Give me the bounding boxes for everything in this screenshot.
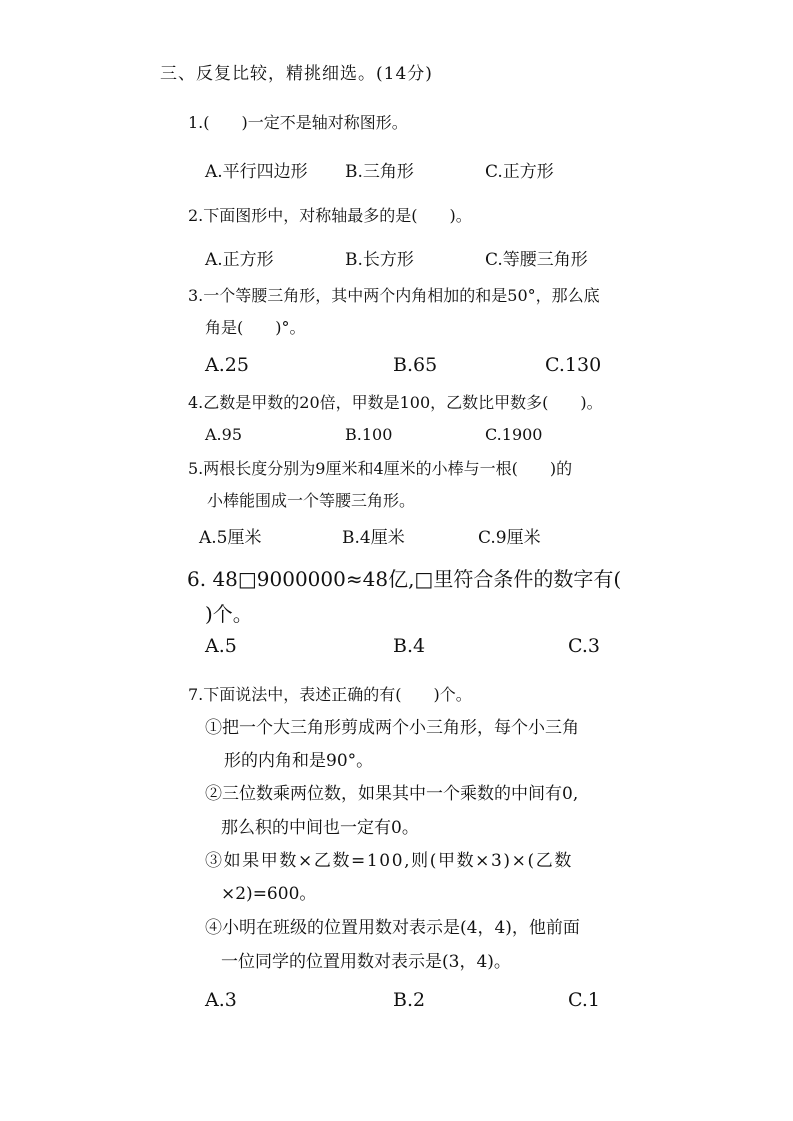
question-4-text: 4.乙数是甲数的20倍，甲数是100，乙数比甲数多( )。 [188, 393, 603, 412]
question-1-text: 1.( )一定不是轴对称图形。 [188, 113, 408, 132]
question-3-text-line2: 角是( )°。 [205, 318, 306, 337]
question-5-option-a[interactable]: A.5厘米 [199, 528, 262, 548]
question-6-option-a[interactable]: A.5 [205, 635, 237, 657]
question-5-option-c[interactable]: C.9厘米 [478, 528, 541, 548]
question-7-text: 7.下面说法中，表述正确的有( )个。 [188, 685, 472, 704]
statement-1-line2: 形的内角和是90°。 [224, 751, 374, 771]
question-6-option-b[interactable]: B.4 [393, 635, 426, 657]
statement-4-line1: ④小明在班级的位置用数对表示是(4，4)，他前面 [205, 918, 580, 938]
question-4-option-a[interactable]: A.95 [205, 425, 242, 444]
question-1-option-a[interactable]: A.平行四边形 [205, 162, 308, 182]
question-3-option-a[interactable]: A.25 [205, 354, 249, 376]
section-title: 三、反复比较，精挑细选。(14分) [160, 64, 433, 84]
question-6-option-c[interactable]: C.3 [568, 635, 600, 657]
statement-3-line2: ×2)=600。 [221, 884, 317, 904]
question-3-text-line1: 3.一个等腰三角形，其中两个内角相加的和是50°，那么底 [188, 286, 600, 305]
question-1-option-b[interactable]: B.三角形 [345, 162, 414, 182]
question-7-option-c[interactable]: C.1 [568, 989, 600, 1011]
question-1-option-c[interactable]: C.正方形 [485, 162, 554, 182]
question-3-option-b[interactable]: B.65 [393, 354, 438, 376]
question-2-option-b[interactable]: B.长方形 [345, 250, 414, 270]
question-7-option-a[interactable]: A.3 [205, 989, 237, 1011]
statement-3-line1: ③如果甲数×乙数=100,则(甲数×3)×(乙数 [205, 851, 573, 871]
question-6-text-line1: 6. 48□9000000≈48亿,□里符合条件的数字有( [187, 567, 622, 591]
question-4-option-b[interactable]: B.100 [345, 425, 393, 444]
question-4-option-c[interactable]: C.1900 [485, 425, 543, 444]
question-5-text-line1: 5.两根长度分别为9厘米和4厘米的小棒与一根( )的 [188, 459, 573, 478]
question-6-text-line2: )个。 [205, 602, 253, 626]
question-7-option-b[interactable]: B.2 [393, 989, 426, 1011]
statement-4-line2: 一位同学的位置用数对表示是(3，4)。 [221, 952, 511, 972]
question-5-text-line2: 小棒能围成一个等腰三角形。 [207, 491, 416, 510]
question-5-option-b[interactable]: B.4厘米 [342, 528, 405, 548]
question-2-option-c[interactable]: C.等腰三角形 [485, 250, 588, 270]
question-2-option-a[interactable]: A.正方形 [205, 250, 274, 270]
statement-2-line1: ②三位数乘两位数，如果其中一个乘数的中间有0, [205, 784, 579, 804]
statement-1-line1: ①把一个大三角形剪成两个小三角形，每个小三角 [205, 718, 579, 738]
question-3-option-c[interactable]: C.130 [545, 354, 602, 376]
question-2-text: 2.下面图形中，对称轴最多的是( )。 [188, 206, 472, 225]
statement-2-line2: 那么积的中间也一定有0。 [221, 818, 419, 838]
